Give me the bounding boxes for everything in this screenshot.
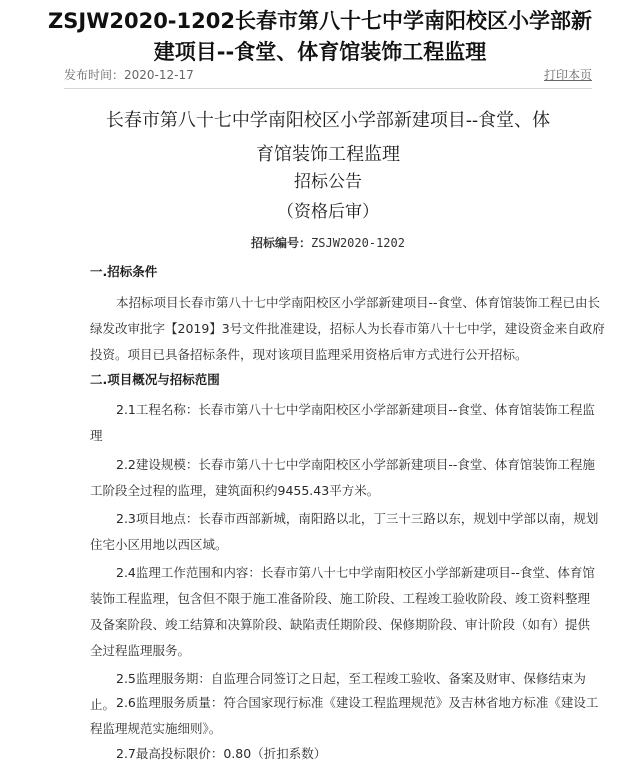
paragraph-line: 投资。项目已具备招标条件，现对该项目监理采用资格后审方式进行公开招标。 xyxy=(90,347,528,362)
divider xyxy=(64,88,592,89)
item-2-3 xyxy=(90,506,599,558)
paragraph-line: 止。 xyxy=(90,697,116,712)
section-1-paragraph xyxy=(90,290,605,368)
item-2-7 xyxy=(90,741,590,767)
publish-info xyxy=(64,66,194,84)
item-2-6 xyxy=(90,690,599,742)
bid-number-label: 招标编号： xyxy=(251,236,312,250)
section-2-heading: 二.项目概况与招标范围 xyxy=(90,372,220,387)
page-title-line-2: 建项目--食堂、体育馆装饰工程监理 xyxy=(153,40,487,64)
paragraph-line: 2.3项目地点：长春市西部新城，南阳路以北，丁三十三路以东，规划中学部以南，规划 xyxy=(116,511,599,526)
paragraph-line: 住宅小区用地以西区域。 xyxy=(90,537,228,552)
bid-number xyxy=(64,234,592,252)
publish-label: 发布时间： xyxy=(64,68,125,82)
page-title xyxy=(0,6,640,68)
item-2-1 xyxy=(90,397,595,449)
paragraph-line: 2.1工程名称：长春市第八十七中学南阳校区小学部新建项目--食堂、体育馆装饰工程监 xyxy=(116,402,595,417)
item-2-4 xyxy=(90,560,595,664)
announcement-title xyxy=(64,104,592,172)
page-title-line-1: ZSJW2020-1202长春市第八十七中学南阳校区小学部新 xyxy=(48,9,592,33)
announcement-note: （资格后审） xyxy=(277,202,379,222)
bid-number-value: ZSJW2020-1202 xyxy=(311,236,405,250)
paragraph-line: 程监理规范实施细则》。 xyxy=(90,721,222,736)
announcement-title-line-1: 长春市第八十七中学南阳校区小学部新建项目--食堂、体 xyxy=(105,110,551,131)
item-2-2 xyxy=(90,452,595,504)
paragraph-line: 本招标项目长春市第八十七中学南阳校区小学部新建项目--食堂、体育馆装饰工程已由长 xyxy=(116,295,601,310)
print-page-link-wrap xyxy=(544,66,592,84)
paragraph-line: 全过程监理服务。 xyxy=(90,643,191,658)
announcement-subtitle: 招标公告 xyxy=(294,172,362,192)
paragraph-line: 2.5监理服务期：自监理合同签订之日起，至工程竣工验收、备案及财审、保修结束为 xyxy=(116,671,586,686)
paragraph-line: 及备案阶段、竣工结算和决算阶段、缺陷责任期阶段、保修期阶段、审计阶段（如有）提供 xyxy=(90,617,591,632)
section-1-heading: 一.招标条件 xyxy=(90,264,158,279)
paragraph-line: 工阶段全过程的监理，建筑面积约9455.43平方米。 xyxy=(90,483,380,498)
meta-row xyxy=(64,66,592,84)
paragraph-line: 2.4监理工作范围和内容：长春市第八十七中学南阳校区小学部新建项目--食堂、体育馆 xyxy=(116,565,595,580)
paragraph-line: 装饰工程监理，包含但不限于施工准备阶段、施工阶段、工程竣工验收阶段、竣工资料整理 xyxy=(90,591,591,606)
paragraph-line: 绿发改审批字【2019】3号文件批准建设，招标人为长春市第八十七中学，建设资金来自政府 xyxy=(90,321,605,336)
paragraph-line: 2.6监理服务质量：符合国家现行标准《建设工程监理规范》及吉林省地方标准《建设工 xyxy=(116,695,599,710)
publish-date: 2020-12-17 xyxy=(124,68,194,82)
print-page-link[interactable]: 打印本页 xyxy=(543,68,592,82)
paragraph-line: 理 xyxy=(90,428,103,443)
paragraph-line: 2.2建设规模：长春市第八十七中学南阳校区小学部新建项目--食堂、体育馆装饰工程施 xyxy=(116,457,595,472)
paragraph-line: 2.7最高投标限价：0.80（折扣系数） xyxy=(116,746,327,761)
announcement-title-line-2: 育馆装饰工程监理 xyxy=(256,144,400,165)
